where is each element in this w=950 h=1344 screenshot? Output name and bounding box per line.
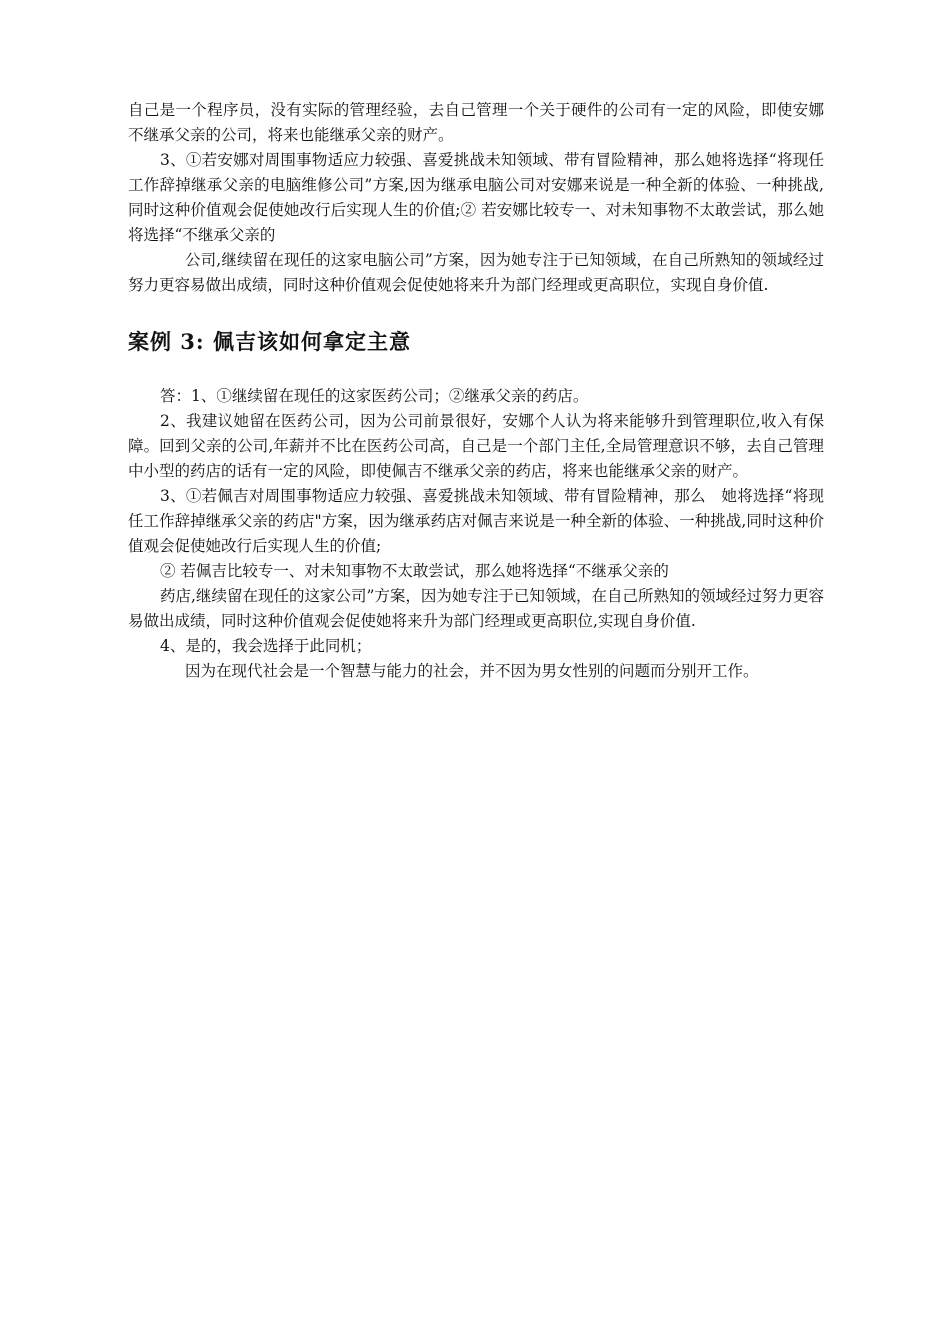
- paragraph-answer-3: 3、①若佩吉对周围事物适应力较强、喜爱挑战未知领域、带有冒险精神，那么 她将选择“将现任工作辞掉继承父亲的药店"方案，因为继承药店对佩吉来说是一种全新的体验、一种挑战,同时这种价值观会促使她改行后实现人生的价值;: [128, 487, 824, 555]
- case3-heading: 案例 3: 佩吉该如何拿定主意: [128, 329, 411, 354]
- paragraph-anna-option-3-continued: 公司,继续留在现任的这家电脑公司”方案，因为她专注于已知领域，在自己所熟知的领域经过努力更容易做出成绩，同时这种价值观会促使她将来升为部门经理或更高职位，实现自身价值.: [128, 251, 824, 294]
- paragraph-answer-4: 4、是的，我会选择于此同机；: [160, 637, 372, 655]
- paragraph-answer-4-reason: 因为在现代社会是一个智慧与能力的社会，并不因为男女性别的问题而分别开工作。: [185, 662, 759, 680]
- document-body: [128, 98, 824, 684]
- paragraph-anna-option-3: 3、①若安娜对周围事物适应力较强、喜爱挑战未知领域、带有冒险精神，那么她将选择“将现任工作辞掉继承父亲的电脑维修公司”方案,因为继承电脑公司对安娜来说是一种全新的体验、一种挑战,同时这种价值观会促使她改行后实现人生的价值;② 若安娜比较专一、对未知事物不太敢尝试，那么她将选择“不继承父亲的: [128, 151, 824, 244]
- paragraph-answer-3-option-2-continued: 药店,继续留在现任的这家公司”方案，因为她专注于已知领域，在自己所熟知的领域经过努力更容易做出成绩，同时这种价值观会促使她将来升为部门经理或更高职位,实现自身价值.: [128, 587, 824, 630]
- paragraph-answer-1: 答：1、①继续留在现任的这家医药公司；②继承父亲的药店。: [160, 387, 589, 405]
- paragraph-answer-3-option-2: ② 若佩吉比较专一、对未知事物不太敢尝试，那么她将选择“不继承父亲的: [160, 562, 669, 580]
- paragraph-answer-2: 2、我建议她留在医药公司，因为公司前景很好，安娜个人认为将来能够升到管理职位,收入有保障。回到父亲的公司,年薪并不比在医药公司高，自己是一个部门主任,全局管理意识不够，去自己管理中小型的药店的话有一定的风险，即使佩吉不继承父亲的药店，将来也能继承父亲的财产。: [128, 412, 824, 480]
- paragraph-risk-continuation: 自己是一个程序员，没有实际的管理经验，去自己管理一个关于硬件的公司有一定的风险，即使安娜不继承父亲的公司，将来也能继承父亲的财产。: [128, 101, 824, 144]
